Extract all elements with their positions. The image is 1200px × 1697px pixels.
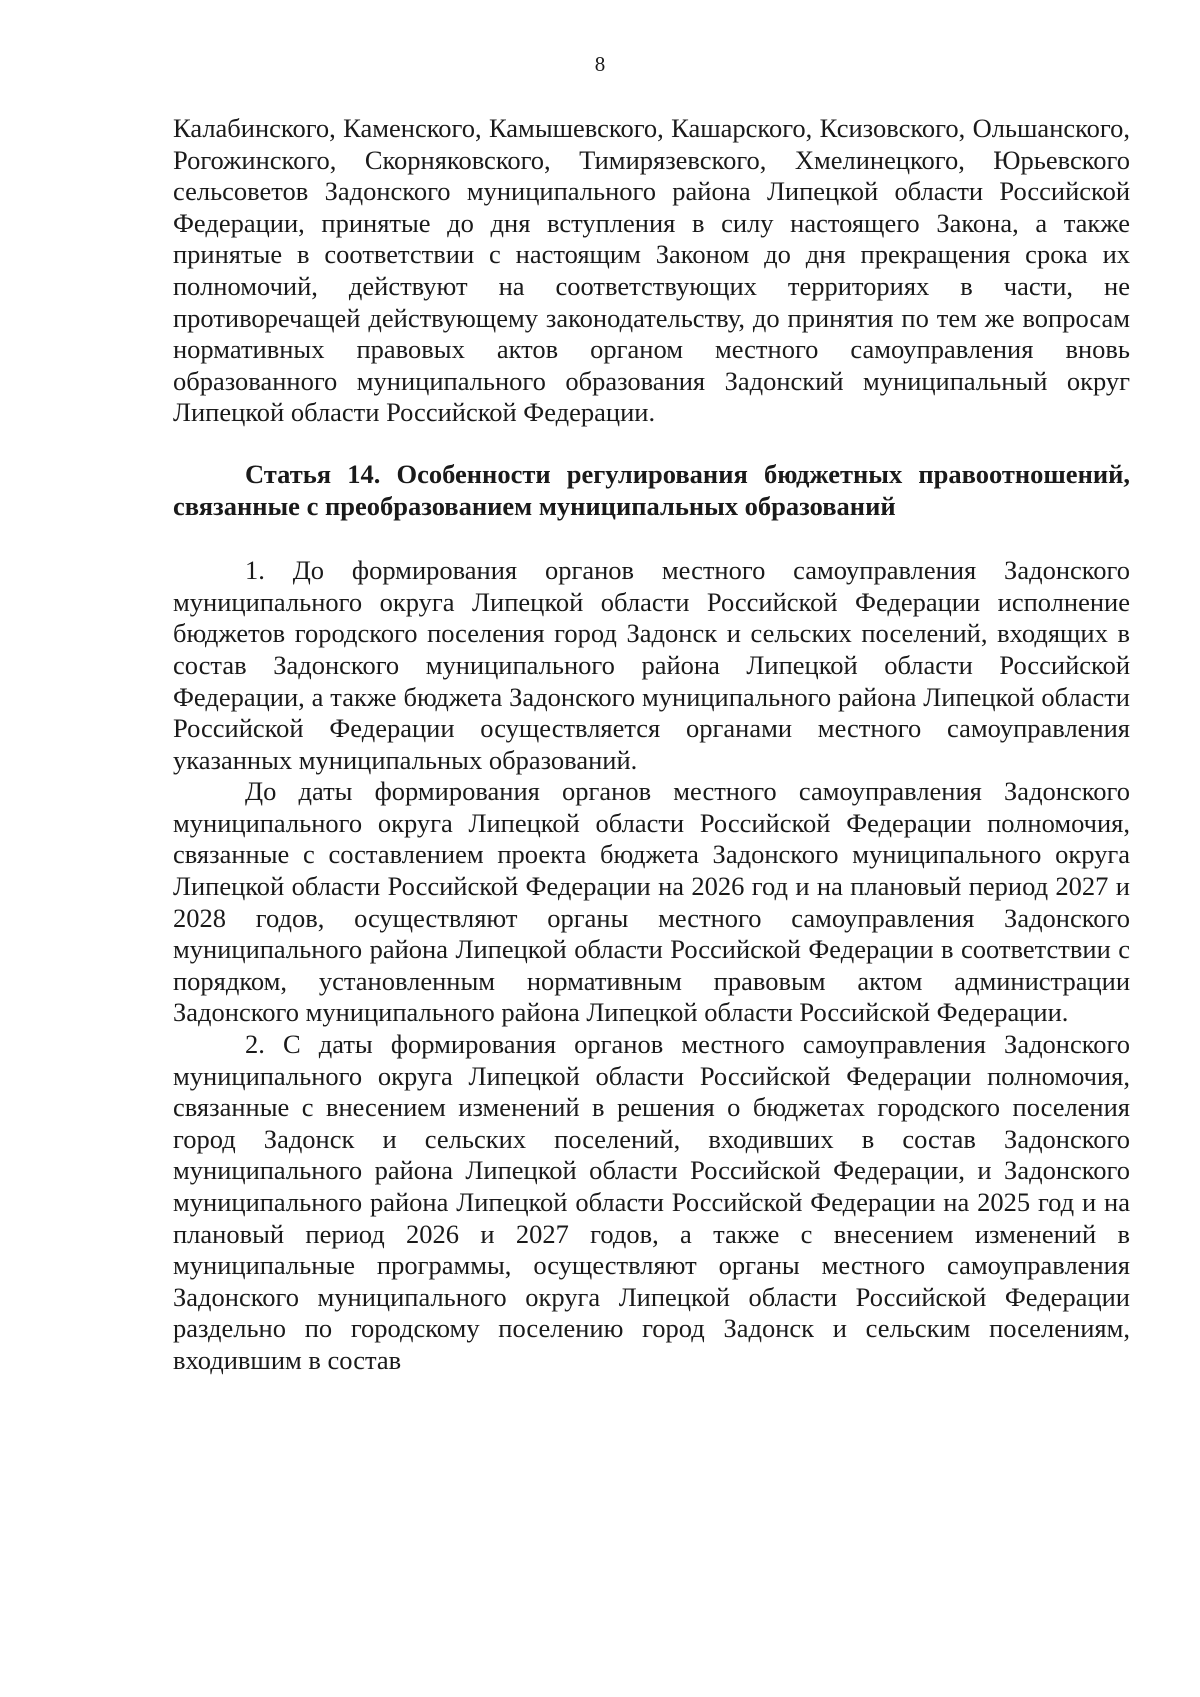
document-body — [173, 113, 1130, 1377]
article-14-heading: Статья 14. Особенности регулирования бюджетных правоотношений, связанные с преобразованием муниципальных образований — [173, 458, 1130, 521]
spacer — [173, 522, 1130, 555]
paragraph-article-14-part-2: 2. С даты формирования органов местного самоуправления Задонского муниципального округа Липецкой области Российской Федерации полномочия, связанные с внесением изменений в решения о бюджетах городского поселения город Задонск и сельских поселений, входивших в состав Задонского муниципального района Липецкой области Российской Федерации, и Задонского муниципального района Липецкой области Российской Федерации на 2025 год и на плановый период 2026 и 2027 годов, а также с внесением изменений в муниципальные программы, осуществляют органы местного самоуправления Задонского муниципального округа Липецкой области Российской Федерации раздельно по городскому поселению город Задонск и сельским поселениям, входившим в состав — [173, 1029, 1130, 1375]
paragraph-article-14-part-1-second: До даты формирования органов местного самоуправления Задонского муниципального округа Липецкой области Российской Федерации полномочия, связанные с составлением проекта бюджета Задонского муниципального округа Липецкой области Российской Федерации на 2026 год и на плановый период 2027 и 2028 годов, осуществляют органы местного самоуправления Задонского муниципального района Липецкой области Российской Федерации в соответствии с порядком, установленным нормативным правовым актом администрации Задонского муниципального района Липецкой области Российской Федерации. — [173, 776, 1130, 1028]
paragraph-continuation: Калабинского, Каменского, Камышевского, Кашарского, Ксизовского, Ольшанского, Рогожинского, Скорняковского, Тимирязевского, Хмелинецкого, Юрьевского сельсоветов Задонского муниципального района Липецкой области Российской Федерации, принятые до дня вступления в силу настоящего Закона, а также принятые в соответствии с настоящим Законом до дня прекращения срока их полномочий, действуют на соответствующих территориях в части, не противоречащей действующему законодательству, до принятия по тем же вопросам нормативных правовых актов органом местного самоуправления вновь образованного муниципального образования Задонский муниципальный округ Липецкой области Российской Федерации. — [173, 113, 1130, 428]
paragraph-article-14-part-1: 1. До формирования органов местного самоуправления Задонского муниципального округа Липецкой области Российской Федерации исполнение бюджетов городского поселения город Задонск и сельских поселений, входящих в состав Задонского муниципального района Липецкой области Российской Федерации, а также бюджета Задонского муниципального района Липецкой области Российской Федерации осуществляется органами местного самоуправления указанных муниципальных образований. — [173, 555, 1130, 775]
page-number: 8 — [594, 52, 606, 76]
spacer — [173, 429, 1130, 459]
